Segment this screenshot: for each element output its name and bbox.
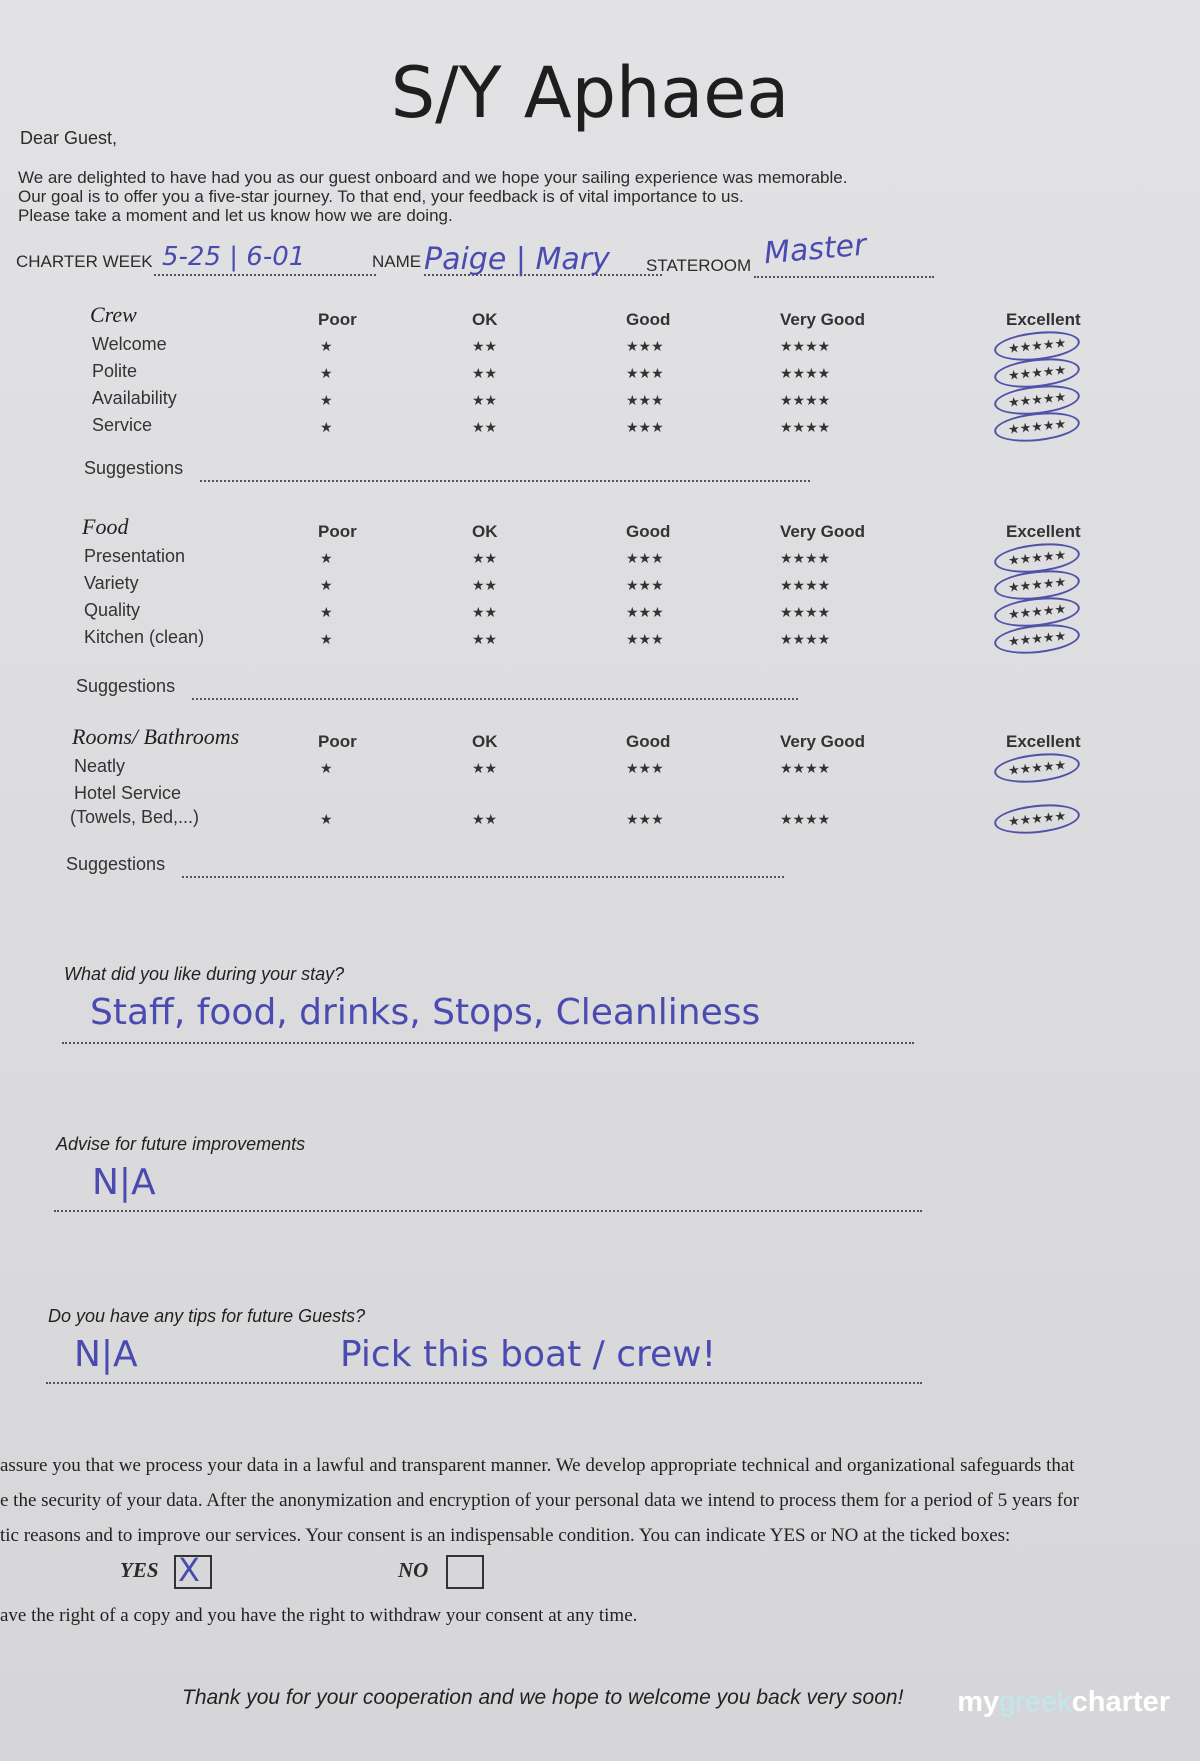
rating-option[interactable]: ★★★ [626, 604, 664, 620]
no-checkbox[interactable] [446, 1555, 484, 1589]
rating-option[interactable]: ★★★★ [780, 577, 831, 593]
rating-option[interactable]: ★★★ [626, 419, 664, 435]
rating-option[interactable]: ★★★★ [780, 811, 831, 827]
rating-option-selected[interactable]: ★★★★★ [993, 567, 1082, 604]
row-label: Service [92, 415, 153, 435]
answer-improvements-line [54, 1210, 922, 1212]
stateroom-line [754, 276, 934, 278]
section-title-2: Rooms/ Bathrooms [72, 724, 240, 749]
rating-option[interactable]: ★★ [472, 419, 498, 435]
row-label: Welcome [92, 334, 167, 354]
rating-option[interactable]: ★★ [472, 577, 498, 593]
rating-option[interactable]: ★★★★ [780, 338, 831, 354]
rating-option[interactable]: ★★★ [626, 365, 664, 381]
rating-option[interactable]: ★ [320, 392, 333, 408]
rating-option[interactable]: ★★★★ [780, 392, 831, 408]
row-label: Variety [84, 573, 139, 593]
name-label: NAME [372, 252, 422, 271]
answer-improvements[interactable]: N|A [92, 1162, 156, 1203]
rating-option[interactable]: ★★★★ [780, 760, 831, 776]
rating-option[interactable]: ★ [320, 577, 333, 593]
charter-week-line [154, 274, 376, 276]
answer-liked-line [62, 1042, 914, 1044]
yes-label: YES [120, 1558, 159, 1582]
rating-option[interactable]: ★★ [472, 338, 498, 354]
rating-option[interactable]: ★★★ [626, 811, 664, 827]
row-label: Hotel Service [74, 783, 182, 803]
rating-option[interactable]: ★★★ [626, 392, 664, 408]
intro-line: We are delighted to have had you as our guest onboard and we hope your sailing experience was memorable. [18, 168, 848, 187]
thank-you-note: Thank you for your cooperation and we hope to welcome you back very soon! [182, 1686, 904, 1709]
watermark-greek: greek [999, 1686, 1072, 1718]
rating-option[interactable]: ★★★ [626, 760, 664, 776]
rating-option[interactable]: ★ [320, 419, 333, 435]
legal-line: assure you that we process your data in a lawful and transparent manner. We develop appropriate technical and organizational safeguards that [0, 1455, 1075, 1476]
charter-week-label: CHARTER WEEK [16, 252, 153, 271]
question-improvements: Advise for future improvements [56, 1134, 306, 1154]
stateroom-value[interactable]: Master [762, 227, 868, 272]
suggestions-label: Suggestions [66, 854, 166, 874]
rating-option-selected[interactable]: ★★★★★ [993, 382, 1082, 419]
rating-option[interactable]: ★ [320, 338, 333, 354]
row-label: Presentation [84, 546, 186, 566]
row-label: Quality [84, 600, 141, 620]
rating-option-selected[interactable]: ★★★★★ [993, 355, 1082, 392]
column-header-poor: Poor [318, 732, 357, 751]
intro-line: Please take a moment and let us know how we are doing. [18, 206, 453, 225]
rating-option-selected[interactable]: ★★★★★ [993, 328, 1082, 365]
rating-option-selected[interactable]: ★★★★★ [993, 801, 1082, 838]
column-header-ok: OK [472, 732, 498, 751]
stateroom-label: STATEROOM [646, 256, 752, 275]
answer-tips-extra[interactable]: Pick this boat / crew! [340, 1334, 717, 1375]
rating-option[interactable]: ★★★ [626, 338, 664, 354]
rating-option[interactable]: ★★★★ [780, 419, 831, 435]
watermark-charter: charter [1071, 1686, 1170, 1718]
yes-check-mark: X [178, 1551, 200, 1589]
answer-tips-line [46, 1382, 922, 1384]
column-header-good: Good [626, 310, 671, 329]
rating-option[interactable]: ★ [320, 550, 333, 566]
rating-option[interactable]: ★★ [472, 550, 498, 566]
section-title-1: Food [82, 514, 129, 539]
question-liked: What did you like during your stay? [64, 964, 345, 984]
rating-option[interactable]: ★ [320, 604, 333, 620]
rating-option-selected[interactable]: ★★★★★ [993, 750, 1082, 787]
suggestions-line[interactable] [182, 876, 784, 878]
rating-option[interactable]: ★★ [472, 631, 498, 647]
data-consent-text [0, 1448, 1200, 1553]
rating-option-selected[interactable]: ★★★★★ [993, 409, 1082, 446]
watermark-my: my [957, 1686, 1000, 1718]
name-value[interactable]: Paige | Mary [424, 242, 610, 277]
section-title-0: Crew [90, 302, 137, 327]
rating-option[interactable]: ★ [320, 631, 333, 647]
column-header-poor: Poor [318, 522, 357, 541]
column-header-excellent: Excellent [1006, 732, 1081, 751]
mygreekcharter-watermark [957, 1686, 1170, 1719]
yes-checkbox[interactable] [174, 1551, 212, 1589]
legal-line: e the security of your data. After the anonymization and encryption of your personal data we intend to process them for a period of 5 years for [0, 1490, 1079, 1511]
rating-option[interactable]: ★★ [472, 811, 498, 827]
rating-option-selected[interactable]: ★★★★★ [993, 594, 1082, 631]
rating-option[interactable]: ★★★★ [780, 365, 831, 381]
rating-option[interactable]: ★★ [472, 392, 498, 408]
answer-liked[interactable]: Staff, food, drinks, Stops, Cleanliness [90, 992, 761, 1033]
column-header-very-good: Very Good [780, 732, 866, 751]
column-header-excellent: Excellent [1006, 522, 1081, 541]
rating-option[interactable]: ★★★★ [780, 550, 831, 566]
suggestions-line[interactable] [192, 698, 798, 700]
rating-option[interactable]: ★★★ [626, 631, 664, 647]
rating-option[interactable]: ★★★★ [780, 604, 831, 620]
suggestions-label: Suggestions [84, 458, 184, 478]
legal-line: tic reasons and to improve our services. Your consent is an indispensable condition. You can indicate YES or NO at the ticked boxes: [0, 1525, 1011, 1546]
rating-option[interactable]: ★ [320, 760, 333, 776]
suggestions-line[interactable] [200, 480, 810, 482]
rating-option[interactable]: ★★ [472, 365, 498, 381]
rating-option[interactable]: ★★ [472, 760, 498, 776]
answer-tips[interactable]: N|A [74, 1334, 138, 1375]
row-label-cont: (Towels, Bed,...) [70, 807, 200, 827]
suggestions-label: Suggestions [76, 676, 176, 696]
column-header-excellent: Excellent [1006, 310, 1081, 329]
rating-option-selected[interactable]: ★★★★★ [993, 540, 1082, 577]
rating-option-selected[interactable]: ★★★★★ [993, 621, 1082, 658]
rating-option[interactable]: ★★★ [626, 550, 664, 566]
column-header-ok: OK [472, 310, 498, 329]
greeting: Dear Guest, [20, 128, 118, 148]
column-header-good: Good [626, 732, 671, 751]
rating-option[interactable]: ★ [320, 365, 333, 381]
intro-paragraph [18, 168, 918, 225]
column-header-good: Good [626, 522, 671, 541]
column-header-ok: OK [472, 522, 498, 541]
column-header-very-good: Very Good [780, 310, 866, 329]
row-label: Availability [92, 388, 177, 408]
rating-option[interactable]: ★★★ [626, 577, 664, 593]
rating-option[interactable]: ★ [320, 811, 333, 827]
intro-line: Our goal is to offer you a five-star journey. To that end, your feedback is of vital importance to us. [18, 187, 744, 206]
question-tips: Do you have any tips for future Guests? [48, 1306, 366, 1326]
no-label: NO [398, 1558, 429, 1582]
legal-end: ave the right of a copy and you have the right to withdraw your consent at any time. [0, 1605, 638, 1626]
charter-week-value[interactable]: 5-25 | 6-01 [162, 242, 306, 272]
rating-option[interactable]: ★★ [472, 604, 498, 620]
form-title: S/Y Aphaea [390, 52, 790, 134]
row-label: Kitchen (clean) [84, 627, 205, 647]
column-header-poor: Poor [318, 310, 357, 329]
row-label: Polite [92, 361, 138, 381]
guest-info-row [16, 227, 936, 282]
rating-option[interactable]: ★★★★ [780, 631, 831, 647]
row-label: Neatly [74, 756, 126, 776]
column-header-very-good: Very Good [780, 522, 866, 541]
